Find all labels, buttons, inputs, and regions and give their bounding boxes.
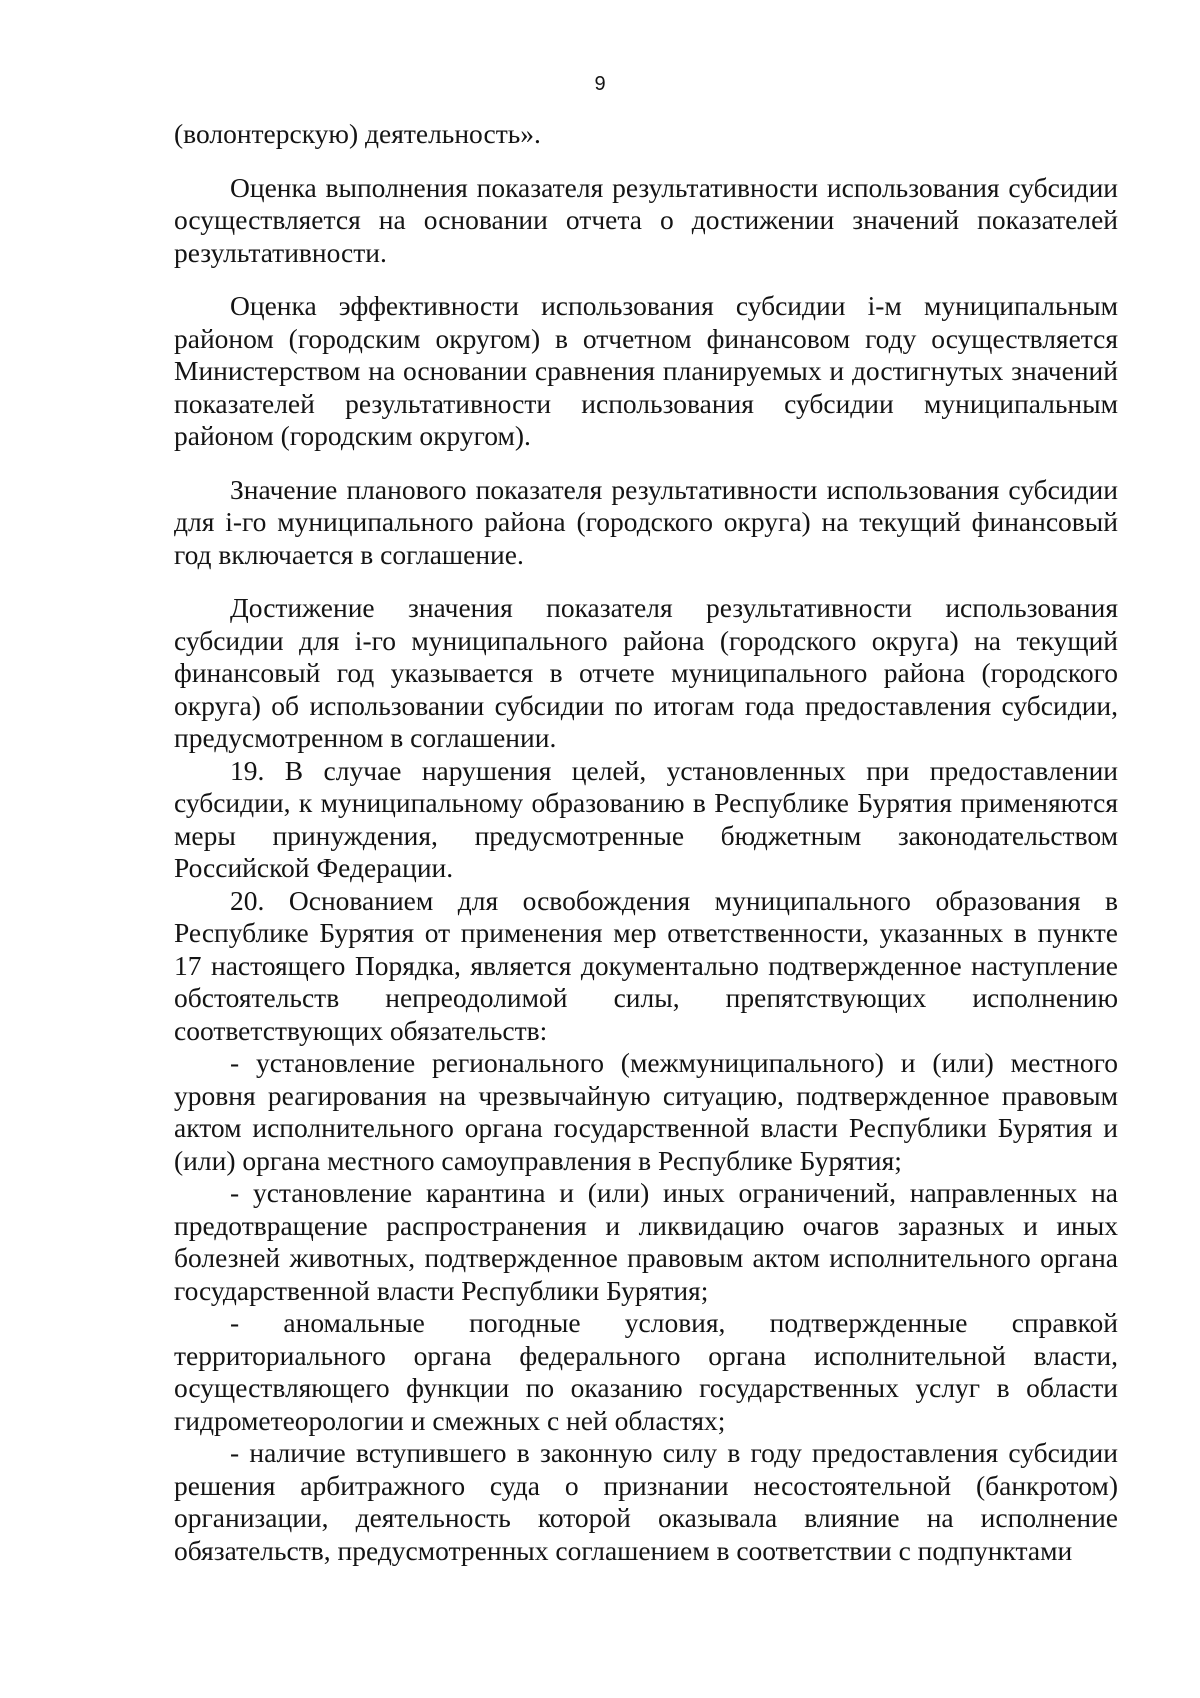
list-item-weather: - аномальные погодные условия, подтвержденные справкой территориального органа федерального органа исполнительной власти, осуществляющего функции по оказанию государственных услуг в области гидрометеорологии и смежных с ней областях;: [174, 1307, 1118, 1436]
paragraph-continuation: (волонтерскую) деятельность».: [174, 118, 541, 149]
list-item-quarantine: - установление карантина и (или) иных ограничений, направленных на предотвращение распространения и ликвидацию очагов заразных и иных болезней животных, подтвержденное правовым актом исполнительного органа государственной власти Республики Бурятия;: [174, 1177, 1118, 1306]
paragraph-planned-indicator: Значение планового показателя результативности использования субсидии для i-го муниципального района (городского округа) на текущий финансовый год включается в соглашение.: [174, 473, 1118, 570]
list-item-emergency: - установление регионального (межмуниципального) и (или) местного уровня реагирования на чрезвычайную ситуацию, подтвержденное правовым актом исполнительного органа государственной власти Республики Бурятия и (или) органа местного самоуправления в Республике Бурятия;: [174, 1047, 1118, 1176]
document-body: [174, 118, 1118, 1567]
paragraph-evaluation-performance: Оценка выполнения показателя результативности использования субсидии осуществляется на основании отчета о достижении значений показателей результативности.: [174, 171, 1118, 268]
paragraph-item-19: 19. В случае нарушения целей, установленных при предоставлении субсидии, к муниципальному образованию в Республике Бурятия применяются меры принуждения, предусмотренные бюджетным законодательством Российской Федерации.: [174, 754, 1118, 883]
list-item-bankruptcy: - наличие вступившего в законную силу в году предоставления субсидии решения арбитражного суда о признании несостоятельной (банкротом) организации, деятельность которой оказывала влияние на исполнение обязательств, предусмотренных соглашением в соответствии с подпунктами: [174, 1437, 1118, 1566]
paragraph-item-20: 20. Основанием для освобождения муниципального образования в Республике Бурятия от применения мер ответственности, указанных в пункте 17 настоящего Порядка, является документально подтвержденное наступление обстоятельств непреодолимой силы, препятствующих исполнению соответствующих обязательств:: [174, 884, 1118, 1046]
paragraph-indicator-achievement: Достижение значения показателя результативности использования субсидии для i-го муниципального района (городского округа) на текущий финансовый год указывается в отчете муниципального района (городского округа) об использовании субсидии по итогам года предоставления субсидии, предусмотренном в соглашении.: [174, 592, 1118, 753]
paragraph-evaluation-efficiency: Оценка эффективности использования субсидии i-м муниципальным районом (городским округом) в отчетном финансовом году осуществляется Министерством на основании сравнения планируемых и достигнутых значений показателей результативности использования субсидии муниципальным районом (городским округом).: [174, 290, 1118, 451]
page-number: 9: [594, 73, 606, 95]
